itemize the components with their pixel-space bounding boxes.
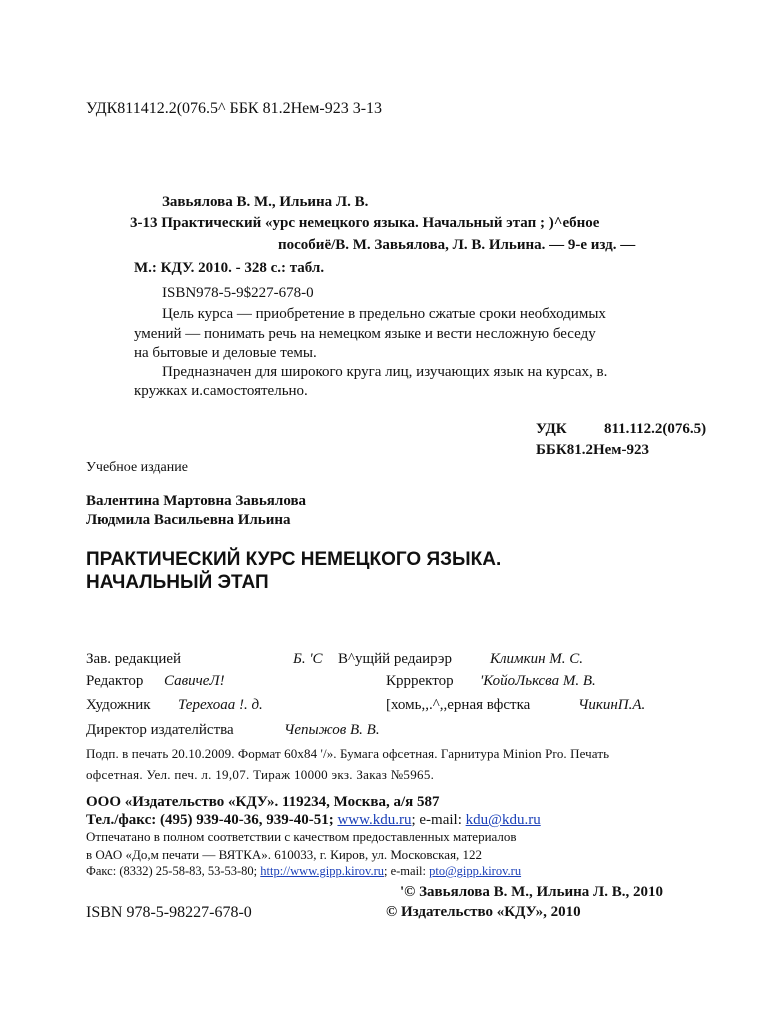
bib-title-line-1: 3-13 Практический «урс немецкого языка. Начальный этап ; )^ебное	[130, 215, 600, 231]
bbk-value: ББК81.2Нем-923	[536, 442, 649, 458]
printer-email-link[interactable]: pto@gipp.kirov.ru	[429, 864, 522, 878]
publisher-phone: Тел./факс: (495) 939-40-36, 939-40-51;	[86, 812, 334, 828]
artist-name: Терехоаа !. д.	[178, 697, 263, 713]
editor-name: СавичеЛ!	[164, 673, 225, 689]
udk-header-line: УДК811412.2(076.5^ ББК 81.2Нем-923 3-13	[86, 100, 383, 117]
udk-label: УДК	[536, 421, 567, 437]
editorial-head-label: Зав. редакцией	[86, 651, 182, 667]
footer-isbn: ISBN 978-5-98227-678-0	[86, 904, 252, 921]
lead-editor-label: В^ущйй редаирэр	[338, 651, 452, 667]
publisher-contacts	[86, 812, 541, 829]
bib-title-line-2: пособиё/В. М. Завьялова, Л. В. Ильина. — 9-е изд. —	[278, 237, 636, 253]
publisher-address: ООО «Издательство «КДУ». 119234, Москва, а/я 587	[86, 794, 440, 810]
bib-title-line-3: М.: КДУ. 2010. - 328 с.: табл.	[134, 260, 325, 276]
book-title-line-1: ПРАКТИЧЕСКИЙ КУРС НЕМЕЦКОГО ЯЗЫКА.	[86, 549, 502, 570]
publisher-email-link[interactable]: kdu@kdu.ru	[465, 812, 541, 828]
publisher-email-label: ; e-mail:	[411, 812, 462, 828]
layout-label: [хомь,,.^,,ерная вфстка	[386, 697, 531, 713]
abstract-line-1: Цель курса — приобретение в предельно сжатые сроки необходимых	[162, 306, 606, 322]
book-title-line-2: НАЧАЛЬНЫЙ ЭТАП	[86, 572, 269, 593]
lead-editor-name: Климкин М. С.	[490, 651, 584, 667]
printer-fax: Факс: (8332) 25-58-83, 53-53-80;	[86, 864, 258, 878]
bib-isbn: ISBN978-5-9$227-678-0	[162, 285, 314, 301]
abstract-line-3: на бытовые и деловые темы.	[134, 345, 317, 361]
printer-line-1: Отпечатано в полном соответствии с качеством предоставленных материалов	[86, 829, 517, 844]
director-name: Чепыжов В. В.	[284, 722, 380, 738]
printer-line-2: в ОАО «До,м печати — ВЯТКА». 610033, г. Киров, ул. Московская, 122	[86, 847, 483, 862]
editor-label: Редактор	[86, 673, 144, 689]
abstract-line-2: умений — понимать речь на немецком языке и вести несложную беседу	[134, 326, 596, 342]
artist-label: Художник	[86, 697, 151, 713]
copyright-publisher: © Издательство «КДУ», 2010	[386, 904, 581, 920]
layout-name: ЧикинП.А.	[578, 697, 646, 713]
author-2: Людмила Васильевна Ильина	[86, 512, 291, 528]
editorial-head-name: Б. 'С	[293, 651, 323, 667]
bib-authors: Завьялова В. М., Ильина Л. В.	[162, 194, 369, 210]
audience-line-1: Предназначен для широкого круга лиц, изучающих язык на курсах, в.	[162, 364, 608, 380]
publisher-website-link[interactable]: www.kdu.ru	[337, 812, 412, 828]
print-info-line-1: Подп. в печать 20.10.2009. Формат 60x84 '/». Бумага офсетная. Гарнитура Minion Pro. Печать	[86, 746, 610, 761]
print-info-line-2: офсетная. Уел. печ. л. 19,07. Тираж 10000 экз. Заказ №5965.	[86, 767, 435, 782]
copyright-authors: '© Завьялова В. М., Ильина Л. В., 2010	[400, 884, 663, 900]
director-label: Директор издателйства	[86, 722, 234, 738]
printer-email-label: ; e-mail:	[384, 864, 426, 878]
corrector-label: Кррректор	[386, 673, 454, 689]
audience-line-2: кружках и.самостоятельно.	[134, 383, 308, 399]
corrector-name: 'КойоЛьксва М. В.	[480, 673, 596, 689]
udk-value: 811.112.2(076.5)	[604, 421, 707, 437]
printer-website-link[interactable]: http://www.gipp.kirov.ru	[260, 864, 384, 878]
author-1: Валентина Мартовна Завьялова	[86, 493, 307, 509]
printer-contacts	[86, 864, 521, 879]
edition-type: Учебное издание	[86, 460, 188, 475]
